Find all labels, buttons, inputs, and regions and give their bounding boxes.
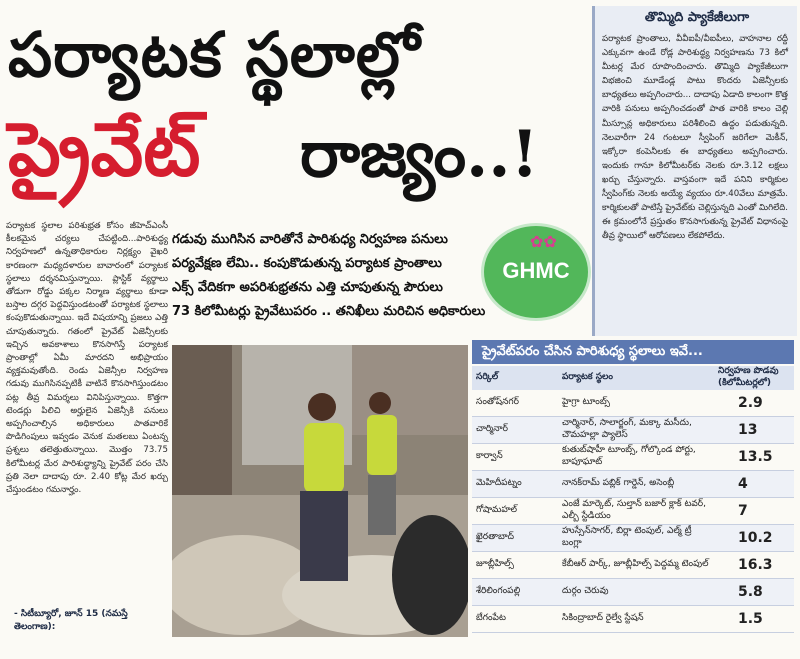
table-header: నిర్వహణ పొడవు (కిలోమీటర్లలో) xyxy=(714,366,794,390)
ghmc-logo-text: GHMC xyxy=(502,258,570,283)
length-cell: 16.3 xyxy=(714,552,794,579)
length-cell: 13.5 xyxy=(714,444,794,471)
news-photo xyxy=(172,345,468,637)
place-cell: ఎంజే మార్కెట్, సుల్తాన్ బజార్ క్లాక్ టవర్, ఎల్బీ స్టేడియం xyxy=(558,498,714,525)
deck xyxy=(172,228,484,324)
circle-cell: ఖైరతాబాద్ xyxy=(472,525,558,552)
length-cell: 7 xyxy=(714,498,794,525)
circle-cell: మెహిదీపట్నం xyxy=(472,471,558,498)
length-cell: 1.5 xyxy=(714,606,794,633)
deck-line: 73 కిలోమీటర్లు ప్రైవేటుపరం .. తనిఖీలు మరిచిన అధికారులు xyxy=(172,304,486,319)
headline-line-2-black: రాజ్యం..! xyxy=(300,117,539,192)
sanitation-table xyxy=(472,366,794,633)
left-column-body: పర్యాటక స్థలాల పరిశుభ్రత కోసం జీహెచ్ఎంసీ కీలకమైన చర్యలు చేపట్టింది...పారిశుద్ధ్య నిర్వహణలో ఉన్నతాధికారుల నిర్లక్ష్యం వైఖరి కారణంగా మధ్యదళారుల బావారంలో పర్యాటక స్థలాలు దర్శనమిస్తున్నాయి. ప్లాస్టిక్ వ్యర్థాలు తోడుగా రోడ్డు పక్కల నిర్మాణ వ్యర్థాలు కూడా బస్తాల దగ్గర పెద్దవిస్తుండటంతో పర్యాటక స్థలాలు కంపుకొడుతున్నాయి. ఇదే విషయాన్ని ప్రజలు ఎత్తి చూపుతున్నారు. గతంలో ప్రైవేట్ ఏజెన్సీలకు ఇచ్చిన అవకాశాలు కొనసాగిస్తే పర్యాటక ప్రాంతాల్లో ఏమీ మారదని అభిప్రాయం వ్యక్తమవుతోంది. రెండు ఏజెన్సీల నిర్వహణ గడువు ముగిసినప్పటికీ వాటినే కొనసాగిస్తుండటం పట్ల తీవ్ర విమర్శలు వినిపిస్తున్నాయి. కొత్తగా టెండర్లు పిలిచి అర్హులైన ఏజెన్సీకి పనులు అప్పగించాల్సిన అధికారులు పాతవారికే పొడిగింపులు ఇవ్వడం వెనుక మతలబు ఏంటన్న ప్రశ్నలు తలెత్తుతున్నాయి. మొత్తం 73.75 కిలోమీటర్ల మేర పారిశుద్ధ్యాన్ని ప్రైవేట్ పరం చేసి ప్రతి నెలా దాదాపు రూ. 2.40 కోట్ల మేర ఖర్చు చేస్తుండటం గమనార్హం. xyxy=(6,221,168,496)
circle-cell: జూబ్లీహిల్స్ xyxy=(472,552,558,579)
headline-line-1: పర్యాటక స్థలాల్లో xyxy=(8,18,421,91)
sidebar-body: పర్యాటక ప్రాంతాలు, వీవీఐపీ/వీఐపీలు, వాహనాల రద్దీ ఎక్కువగా ఉండే రోడ్ల పారిశుద్ధ్య నిర్వహణను 73 కిలో మీటర్ల మేర రూపొందించారు. తొమ్మిది ప్యాకేజీలుగా విభజించి మూడేండ్ల పాటు కొందరు ఏజెన్సీలకు బాధ్యతలు అప్పగించారు... దాదాపు ఏడాది కాలంగా కొత్త వారికి పనులు అప్పగించడంతో పాత వారికి కాలం చెల్లి మీస్సూన్ల అధికారులు పరిశీలించి ఉద్దం పడుతున్నది. నెలవారీగా 24 గంటలూ స్వీపింగ్ జరిగేలా మెకీన్, ఇక్కోరా కంపెనీలకు ఈ బాధ్యతలు అప్పగించారు. ఇందుకు గానూ కిలోమీటర్‌కు నెలకు రూ.3.12 లక్షలు ఖర్చు చేస్తున్నారు. వాస్తవంగా ఇదే పనిని కార్మికుల స్వీపింగ్‌కు నెలకు అయ్యే వ్యయం రూ.40వేలు మాత్రమే. కార్మికులతో పాటిస్తే ప్రైవేట్‌కు చెల్లిస్తున్నది ఎంతో మిగిలేది. ఈ క్రమంలోనే ప్రస్తుతం కొనసాగుతున్న ప్రైవేట్ విధానంపై తీవ్ర స్థాయిలో ఆరోపణలు లేకపోలేదు. xyxy=(602,34,788,242)
circle-cell: కార్వాన్ xyxy=(472,444,558,471)
table-row xyxy=(472,552,794,579)
length-cell: 13 xyxy=(714,417,794,444)
photo-illustration xyxy=(172,345,468,637)
length-cell: 5.8 xyxy=(714,579,794,606)
table-row xyxy=(472,471,794,498)
left-column xyxy=(6,220,168,497)
table-row xyxy=(472,390,794,417)
sidebar-title: తొమ్మిది ప్యాకేజీలుగా xyxy=(644,10,750,25)
place-cell: నానక్‌రామ్ పబ్లిక్ గార్డెన్, అసెంబ్లీ xyxy=(558,471,714,498)
circle-cell: గోషామహల్ xyxy=(472,498,558,525)
length-cell: 2.9 xyxy=(714,390,794,417)
deck-line: ఎక్స్ వేదికగా అపరిశుభ్రతను ఎత్తి చూపుతున్న పౌరులు xyxy=(172,280,443,295)
deck-line: గడువు ముగిసిన వారితోనే పారిశుధ్య నిర్వహణ పనులు xyxy=(172,232,448,247)
table-row xyxy=(472,525,794,552)
place-cell: హైగ్రా టూంబ్స్ xyxy=(558,390,714,417)
place-cell: చార్మినార్, సాలార్జంగ్, మక్కా మసీదు, చౌమహల్లా ప్యాలెస్ xyxy=(558,417,714,444)
deck-line: పర్యవేక్షణ లేమి.. కంపుకొడుతున్న పర్యాటక ప్రాంతాలు xyxy=(172,256,442,271)
length-cell: 10.2 xyxy=(714,525,794,552)
table-header-row xyxy=(472,366,794,390)
table-row xyxy=(472,579,794,606)
circle-cell: శేరిలింగంపల్లి xyxy=(472,579,558,606)
place-cell: హుస్సేన్‌సాగర్, బిర్లా టెంపుల్, ఎల్మ్ ట్రీ బంగ్లా xyxy=(558,525,714,552)
place-cell: దుర్గం చెరువు xyxy=(558,579,714,606)
place-cell: కేబీఆర్ పార్క్, జూబ్లీహిల్స్ పెద్దమ్మ టెంపుల్ xyxy=(558,552,714,579)
circle-cell: బేగంపేట xyxy=(472,606,558,633)
circle-cell: చార్మినార్ xyxy=(472,417,558,444)
dateline: - సిటీబ్యూరో, జూన్ 15 (నమస్తే తెలంగాణ): xyxy=(14,609,128,632)
table-row xyxy=(472,417,794,444)
table-header: సర్కిల్ xyxy=(472,366,558,390)
table-header: పర్యాటక స్థలం xyxy=(558,366,714,390)
circle-cell: సంతోష్‌నగర్ xyxy=(472,390,558,417)
table-row xyxy=(472,606,794,633)
table-row xyxy=(472,444,794,471)
length-cell: 4 xyxy=(714,471,794,498)
table-title: ప్రైవేట్‌పరం చేసిన పారిశుధ్య స్థలాలు ఇవే... xyxy=(472,340,794,364)
place-cell: కుతుబ్‌షాహీ టూంబ్స్, గోల్కొండ పోర్టు, బాపూఘాట్ xyxy=(558,444,714,471)
table-row xyxy=(472,498,794,525)
headline-line-2-red: ప్రైవేట్ xyxy=(8,107,201,193)
place-cell: సికింద్రాబాద్ రైల్వే స్టేషన్ xyxy=(558,606,714,633)
flower-icon: ✿✿ xyxy=(530,232,557,251)
